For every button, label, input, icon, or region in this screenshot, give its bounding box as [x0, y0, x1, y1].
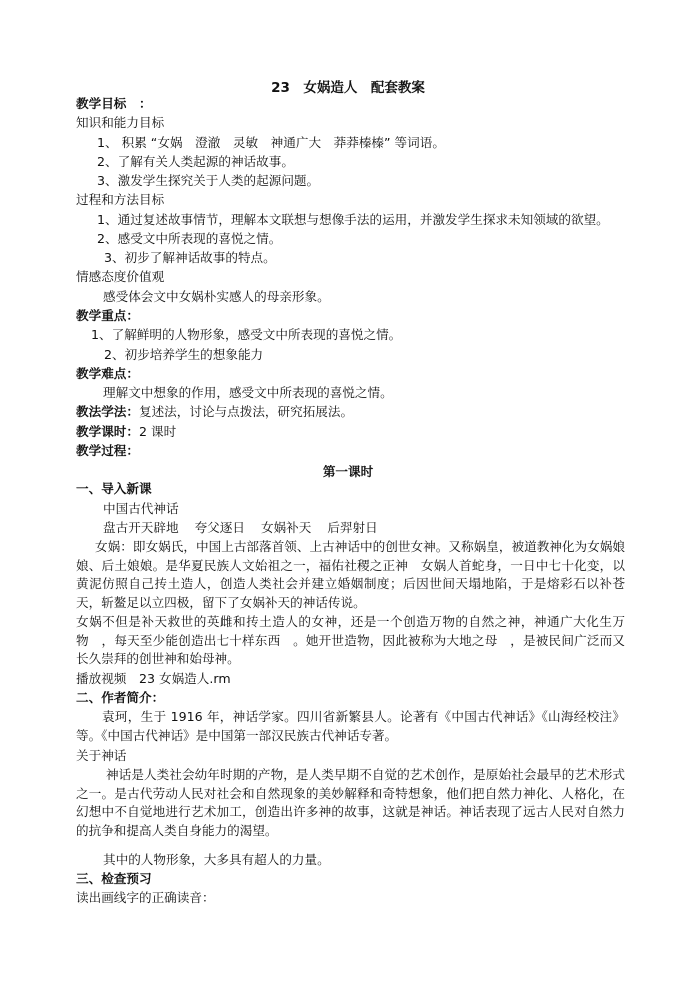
myth-paragraph-2: 其中的人物形象，大多具有超人的力量。: [103, 852, 330, 867]
process-item: 1、通过复述故事情节，理解本文联想与想像手法的运用，并激发学生探求未知领域的欲望。: [97, 212, 609, 227]
hours-label: 教学课时：: [76, 424, 139, 439]
preview-heading: 三、检查预习: [76, 871, 152, 886]
intro-subheading: 中国古代神话: [103, 501, 179, 516]
difficulty-heading: 教学难点：: [76, 366, 139, 381]
intro-paragraph: 女娲：即女娲氏，中国上古部落首领、上古神话中的创世女神。又称娲皇，被道教神化为女娲娘娘、后土娘娘。是华夏民族人文始祖之一，福佑社稷之正神 女娲人首蛇身，一日中七十化变，以黄泥仿照自己抟土造人，创造人类社会并建立婚姻制度；后因世间天塌地陷，于是熔彩石以补苍天，斩鳌足以立四极，留下了女娲补天的神话传说。: [76, 539, 625, 611]
process-item: 3、初步了解神话故事的特点。: [104, 250, 276, 265]
myth-item: 女娲补天: [260, 520, 312, 535]
myth-item: 盘古开天辟地: [103, 520, 179, 535]
key-point-item: 1、了解鲜明的人物形象，感受文中所表现的喜悦之情。: [91, 327, 402, 342]
emotion-heading: 情感态度价值观: [76, 269, 165, 284]
myth-list: [103, 519, 394, 537]
myth-item: 夸父逐日: [194, 520, 245, 535]
preview-text: 读出画线字的正确读音：: [76, 890, 215, 905]
hours-text: 2 课时: [138, 424, 177, 439]
process-heading: 过程和方法目标: [76, 192, 165, 207]
myth-heading: 关于神话: [76, 748, 127, 763]
myth-item: 后羿射日: [327, 520, 378, 535]
methods-label: 教法学法：: [76, 404, 139, 419]
author-paragraph: 袁珂，生于 1916 年，神话学家。四川省新繁县人。论著有《中国古代神话》《山海经校注》等。《中国古代神话》是中国第一部汉民族古代神话专著。: [76, 709, 625, 743]
document-title: 23 女娲造人 配套教案: [271, 80, 425, 96]
process-item: 2、感受文中所表现的喜悦之情。: [97, 231, 282, 246]
video-line: 播放视频 23 女娲造人.rm: [76, 671, 231, 686]
knowledge-item: 1、 积累 “女娲 澄澈 灵敏 神通广大 莽莽榛榛” 等词语。: [97, 135, 445, 150]
intro-heading: 一、导入新课: [76, 481, 152, 496]
knowledge-heading: 知识和能力目标: [76, 115, 165, 130]
hours-line: [76, 423, 176, 441]
teaching-process-heading: 教学过程：: [76, 443, 139, 458]
intro-paragraph-2: 女娲不但是补天救世的英雌和抟土造人的女神，还是一个创造万物的自然之神，神通广大化生万物 ，每天至少能创造出七十样东西 。她开世造物，因此被称为大地之母 ，是被民间广泛而又长久崇拜的创世神和始母神。: [76, 614, 625, 667]
knowledge-item: 3、激发学生探究关于人类的起源问题。: [97, 173, 320, 188]
key-points-heading: 教学重点：: [76, 308, 139, 323]
goals-heading: 教学目标 ：: [76, 96, 152, 111]
author-heading: 二、作者简介：: [76, 690, 165, 705]
emotion-text: 感受体会文中女娲朴实感人的母亲形象。: [103, 289, 330, 304]
myth-paragraph: 神话是人类社会幼年时期的产物，是人类早期不自觉的艺术创作，是原始社会最早的艺术形式之一。是古代劳动人民对社会和自然现象的美妙解释和奇特想象，他们把自然力神化、人格化，在幻想中不自觉地进行艺术加工，创造出许多神的故事，这就是神话。神话表现了远古人民对自然力的抗争和提高人类自身能力的渴望。: [76, 767, 625, 839]
lesson-heading: 第一课时: [322, 464, 374, 479]
knowledge-item: 2、了解有关人类起源的神话故事。: [97, 154, 294, 169]
methods-line: [76, 403, 353, 421]
difficulty-text: 理解文中想象的作用，感受文中所表现的喜悦之情。: [103, 385, 393, 400]
key-point-item: 2、初步培养学生的想象能力: [104, 347, 264, 362]
methods-text: 复述法，讨论与点拨法，研究拓展法。: [138, 404, 354, 419]
